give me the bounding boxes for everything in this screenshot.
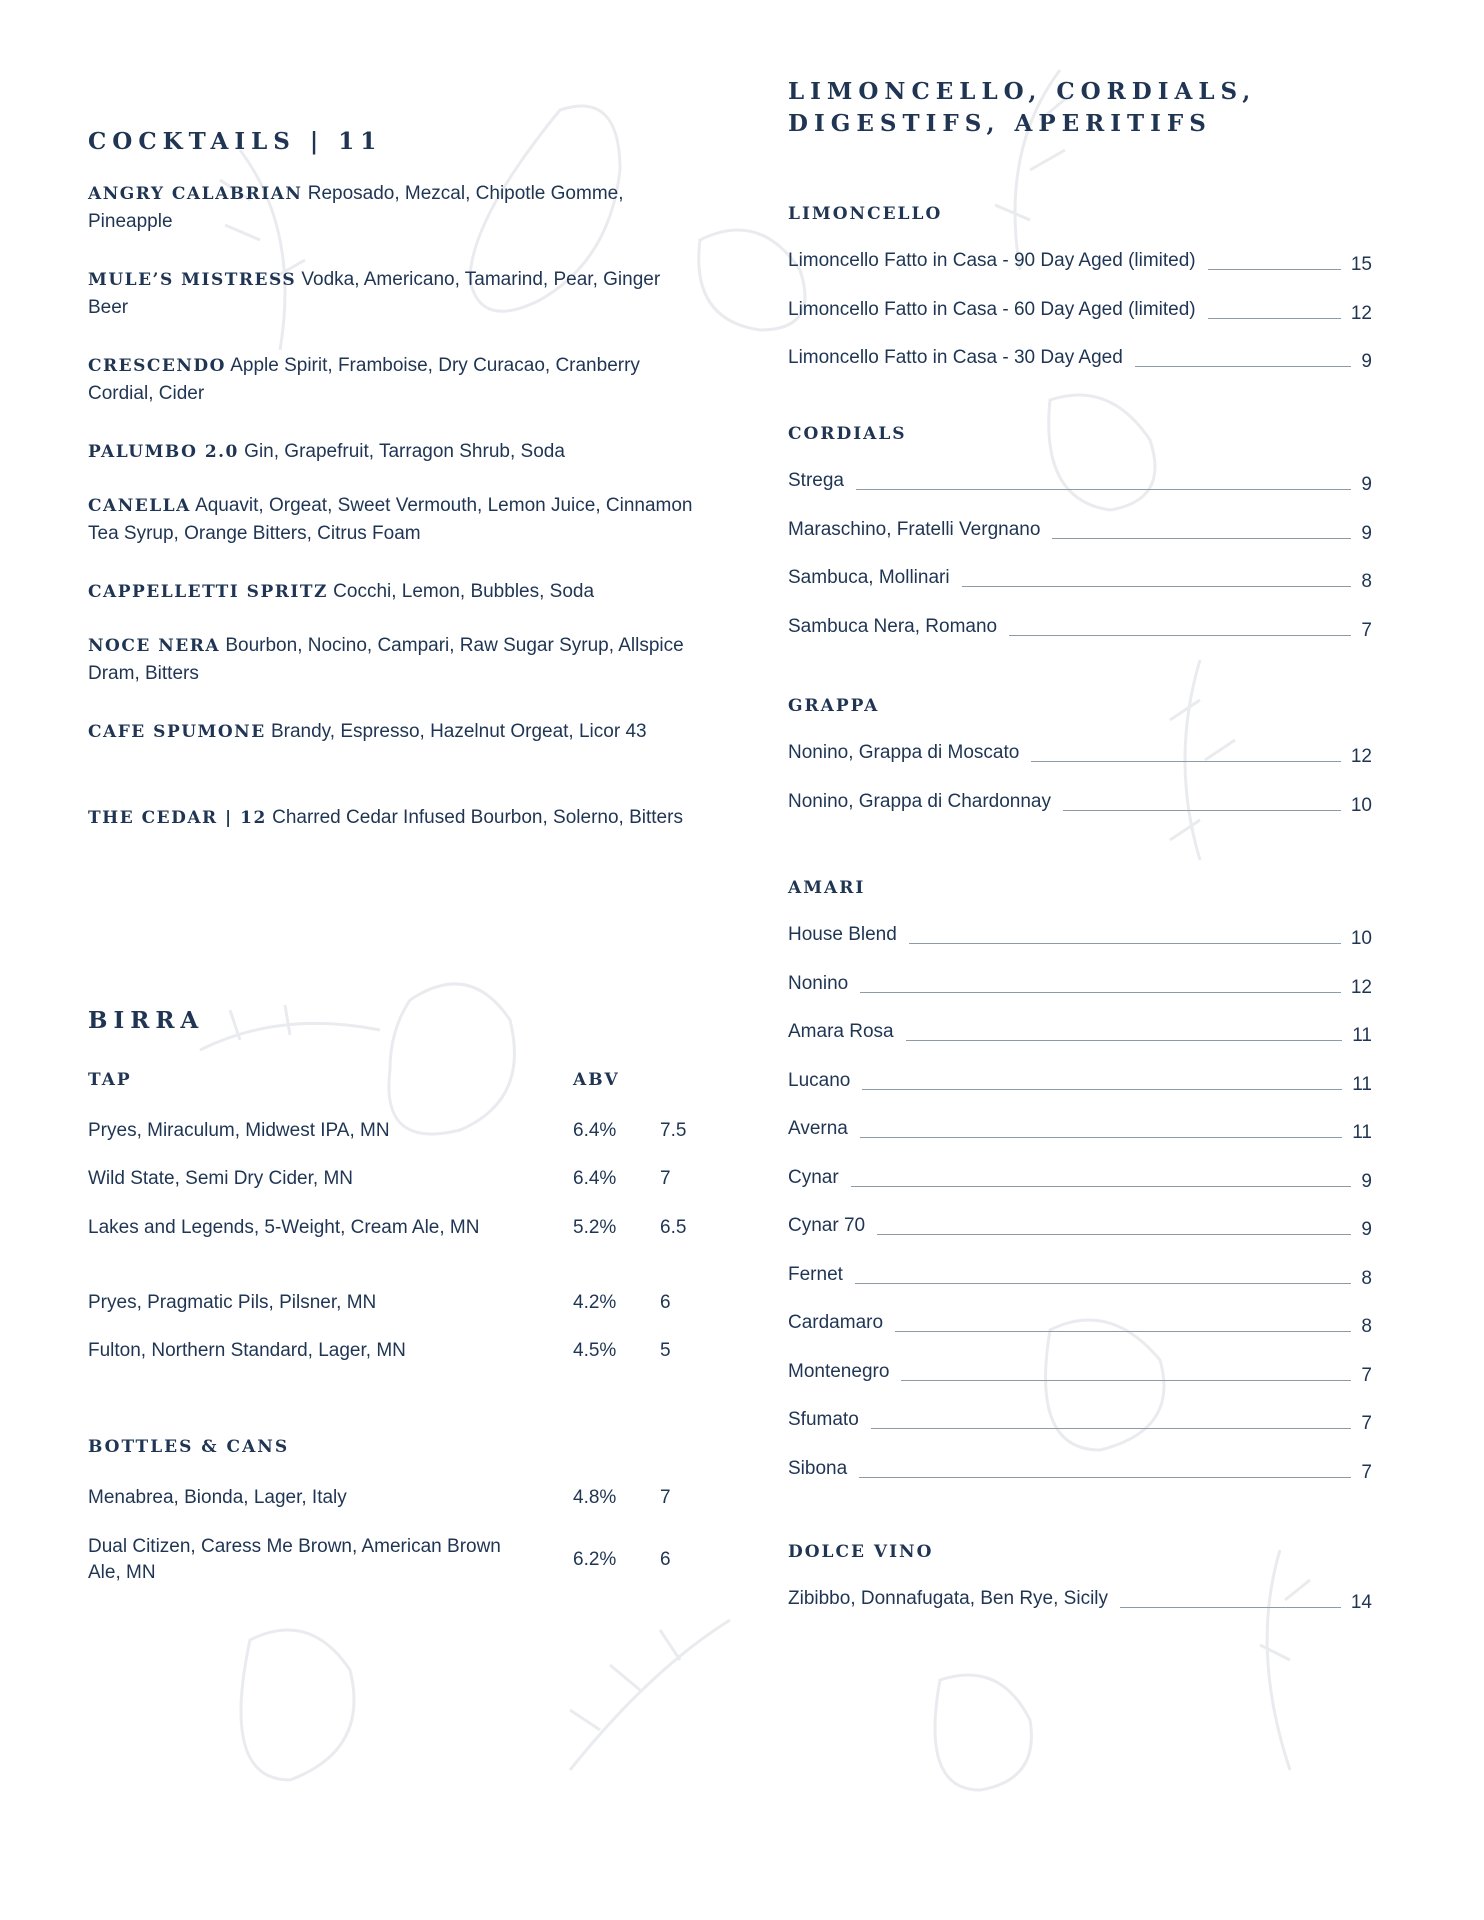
beer-name: Fulton, Northern Standard, Lager, MN xyxy=(88,1340,406,1361)
beer-name: Dual Citizen, Caress Me Brown, American Brown Ale, MN xyxy=(88,1536,501,1583)
leader-line xyxy=(860,992,1341,993)
cocktail-name: CRESCENDO xyxy=(88,356,226,376)
menu-item-price: 9 xyxy=(1361,522,1372,544)
menu-item-name: Cynar xyxy=(788,1166,839,1188)
leader-line xyxy=(851,1186,1351,1187)
leader-line xyxy=(909,943,1341,944)
cocktail-item xyxy=(88,492,698,547)
beer-name: Pryes, Miraculum, Midwest IPA, MN xyxy=(88,1120,390,1141)
grappa-label: GRAPPA xyxy=(788,696,880,716)
menu-item-row xyxy=(788,567,1372,597)
menu-item-row xyxy=(788,791,1372,821)
beer-name: Pryes, Pragmatic Pils, Pilsner, MN xyxy=(88,1292,377,1313)
cocktail-name: NOCE NERA xyxy=(88,636,221,656)
menu-item-price: 14 xyxy=(1350,1592,1372,1613)
menu-item-price: 7 xyxy=(1361,1364,1372,1386)
beer-abv: 6.4% xyxy=(573,1120,617,1141)
beer-name: Lakes and Legends, 5-Weight, Cream Ale, MN xyxy=(88,1217,480,1238)
beer-abv: 4.2% xyxy=(573,1292,617,1313)
birra-title: BIRRA xyxy=(88,1007,205,1034)
menu-item-row xyxy=(788,973,1372,1003)
beer-abv: 4.8% xyxy=(573,1487,617,1508)
beer-name: Wild State, Semi Dry Cider, MN xyxy=(88,1168,353,1189)
menu-item-row xyxy=(788,519,1372,549)
leader-line xyxy=(860,1137,1342,1138)
cocktail-name: ANGRY CALABRIAN xyxy=(88,184,303,204)
menu-item-price: 11 xyxy=(1352,1122,1372,1143)
menu-item-row xyxy=(788,1361,1372,1391)
cocktail-name: PALUMBO 2.0 xyxy=(88,442,239,462)
leader-line xyxy=(1208,269,1341,270)
menu-item-name: Limoncello Fatto in Casa - 90 Day Aged (limited) xyxy=(788,250,1196,271)
menu-item-price: 15 xyxy=(1350,254,1372,275)
leader-line xyxy=(1052,538,1351,539)
menu-item-price: 9 xyxy=(1361,351,1372,372)
menu-item-name: Limoncello Fatto in Casa - 30 Day Aged xyxy=(788,347,1123,368)
cocktails-title: COCKTAILS | 11 xyxy=(88,128,383,155)
beer-abv: 6.2% xyxy=(573,1549,617,1570)
menu-item-row xyxy=(788,1264,1372,1294)
beer-abv: 4.5% xyxy=(573,1340,617,1361)
menu-item-name: Averna xyxy=(788,1118,848,1139)
amari-label: AMARI xyxy=(788,878,866,898)
menu-item-price: 9 xyxy=(1361,1170,1372,1192)
beer-price: 7 xyxy=(660,1487,671,1508)
menu-item-row xyxy=(788,1021,1372,1051)
cocktail-description: Reposado, Mezcal, Chipotle Gomme, Pineapple xyxy=(88,183,624,232)
menu-item-price: 7 xyxy=(1361,1413,1372,1434)
cocktail-name: MULE’S MISTRESS xyxy=(88,270,297,290)
leader-line xyxy=(856,489,1351,490)
spirits-title-line-2: DIGESTIFS, APERITIFS xyxy=(788,110,1212,137)
cocktail-item xyxy=(88,438,698,466)
menu-item-name: Cynar 70 xyxy=(788,1215,866,1236)
beer-name: Menabrea, Bionda, Lager, Italy xyxy=(88,1487,347,1508)
menu-item-name: Strega xyxy=(788,470,844,491)
menu-item-row xyxy=(788,1118,1372,1148)
cocktail-item xyxy=(88,632,698,687)
menu-item-row xyxy=(788,1167,1372,1197)
cocktail-name: THE CEDAR | 12 xyxy=(88,808,267,828)
cocktail-description: Cocchi, Lemon, Bubbles, Soda xyxy=(333,581,595,602)
menu-item-row xyxy=(788,1312,1372,1342)
menu-item-name: Amara Rosa xyxy=(788,1021,894,1042)
cocktail-item xyxy=(88,578,698,606)
cocktail-item xyxy=(88,266,698,321)
cocktail-description: Charred Cedar Infused Bourbon, Solerno, Bitters xyxy=(272,807,683,828)
leader-line xyxy=(901,1380,1351,1381)
menu-item-price: 8 xyxy=(1361,571,1372,592)
menu-item-row xyxy=(788,616,1372,646)
menu-item-row xyxy=(788,250,1372,280)
beer-price: 6 xyxy=(660,1292,671,1313)
menu-item-name: Sfumato xyxy=(788,1409,859,1430)
menu-item-row xyxy=(788,1070,1372,1100)
leader-line xyxy=(906,1040,1342,1041)
menu-item-row xyxy=(788,347,1372,377)
menu-item-row xyxy=(788,470,1372,500)
menu-item-name: Sambuca, Mollinari xyxy=(788,567,950,588)
leader-line xyxy=(877,1234,1351,1235)
spirits-title-line-1: LIMONCELLO, CORDIALS, xyxy=(788,78,1257,105)
menu-item-price: 9 xyxy=(1361,1219,1372,1240)
menu-item-name: Zibibbo, Donnafugata, Ben Rye, Sicily xyxy=(788,1588,1109,1609)
menu-item-price: 10 xyxy=(1350,794,1372,816)
leader-line xyxy=(855,1283,1351,1284)
leader-line xyxy=(859,1477,1351,1478)
tap-label: TAP xyxy=(88,1070,132,1090)
cocktail-name: CAFE SPUMONE xyxy=(88,722,266,742)
menu-item-price: 7 xyxy=(1361,619,1372,641)
menu-item-price: 7 xyxy=(1361,1461,1372,1483)
abv-label: ABV xyxy=(573,1070,620,1090)
menu-item-name: Limoncello Fatto in Casa - 60 Day Aged (limited) xyxy=(788,298,1196,320)
cocktail-description: Aquavit, Orgeat, Sweet Vermouth, Lemon Juice, Cinnamon Tea Syrup, Orange Bitters, Citrus Foam xyxy=(88,495,693,544)
leader-line xyxy=(895,1331,1351,1332)
leader-line xyxy=(1120,1607,1341,1608)
beer-abv: 6.4% xyxy=(573,1168,617,1189)
menu-item-name: Sambuca Nera, Romano xyxy=(788,615,998,637)
leader-line xyxy=(962,586,1351,587)
menu-item-name: Nonino, Grappa di Chardonnay xyxy=(788,790,1052,812)
menu-item-price: 10 xyxy=(1350,928,1372,949)
menu-item-row xyxy=(788,742,1372,772)
cocktail-item xyxy=(88,352,698,407)
menu-item-name: House Blend xyxy=(788,924,897,945)
menu-item-price: 12 xyxy=(1350,976,1372,998)
cocktail-description: Brandy, Espresso, Hazelnut Orgeat, Licor 43 xyxy=(270,721,647,742)
menu-item-row xyxy=(788,924,1372,954)
beer-price: 6 xyxy=(660,1549,671,1570)
leader-line xyxy=(1031,761,1341,762)
dolce-vino-label: DOLCE VINO xyxy=(788,1542,934,1562)
menu-item-name: Cardamaro xyxy=(788,1312,884,1333)
cocktail-name: CANELLA xyxy=(88,496,191,516)
cocktail-item xyxy=(88,180,698,235)
bottles-cans-label: BOTTLES & CANS xyxy=(88,1437,290,1457)
menu-item-row xyxy=(788,1458,1372,1488)
menu-item-price: 9 xyxy=(1361,474,1372,495)
menu-item-row xyxy=(788,299,1372,329)
beer-abv: 5.2% xyxy=(573,1217,617,1238)
cocktail-description: Apple Spirit, Framboise, Dry Curacao, Cranberry Cordial, Cider xyxy=(88,355,640,404)
menu-item-name: Maraschino, Fratelli Vergnano xyxy=(788,518,1041,540)
leader-line xyxy=(1208,318,1341,319)
beer-price: 7.5 xyxy=(660,1120,687,1141)
menu-item-name: Nonino, Grappa di Moscato xyxy=(788,742,1020,763)
cocktail-name: CAPPELLETTI SPRITZ xyxy=(88,582,328,602)
menu-item-name: Sibona xyxy=(788,1457,848,1479)
cocktail-description: Gin, Grapefruit, Tarragon Shrub, Soda xyxy=(244,441,565,462)
cocktail-description: Vodka, Americano, Tamarind, Pear, Ginger Beer xyxy=(88,269,661,318)
leader-line xyxy=(1009,635,1351,636)
leader-line xyxy=(871,1428,1351,1429)
menu-item-price: 11 xyxy=(1352,1025,1372,1046)
menu-item-name: Lucano xyxy=(788,1069,851,1091)
menu-item-price: 11 xyxy=(1352,1073,1372,1095)
menu-item-name: Nonino xyxy=(788,972,849,994)
menu-item-name: Montenegro xyxy=(788,1360,890,1382)
leader-line xyxy=(1135,366,1351,367)
cordials-label: CORDIALS xyxy=(788,424,907,444)
menu-item-name: Fernet xyxy=(788,1263,843,1285)
menu-item-price: 12 xyxy=(1350,746,1372,767)
limoncello-label: LIMONCELLO xyxy=(788,204,943,224)
menu-item-row xyxy=(788,1588,1372,1618)
cocktail-item xyxy=(88,718,698,746)
cocktail-description: Bourbon, Nocino, Campari, Raw Sugar Syrup, Allspice Dram, Bitters xyxy=(88,635,684,684)
beer-price: 6.5 xyxy=(660,1217,687,1238)
cocktail-item xyxy=(88,804,698,832)
beer-price: 5 xyxy=(660,1340,671,1361)
menu-item-price: 8 xyxy=(1361,1267,1372,1289)
menu-item-price: 8 xyxy=(1361,1316,1372,1337)
leader-line xyxy=(1063,810,1341,811)
menu-item-price: 12 xyxy=(1350,302,1372,324)
beer-price: 7 xyxy=(660,1168,671,1189)
menu-item-row xyxy=(788,1215,1372,1245)
menu-item-row xyxy=(788,1409,1372,1439)
leader-line xyxy=(862,1089,1342,1090)
